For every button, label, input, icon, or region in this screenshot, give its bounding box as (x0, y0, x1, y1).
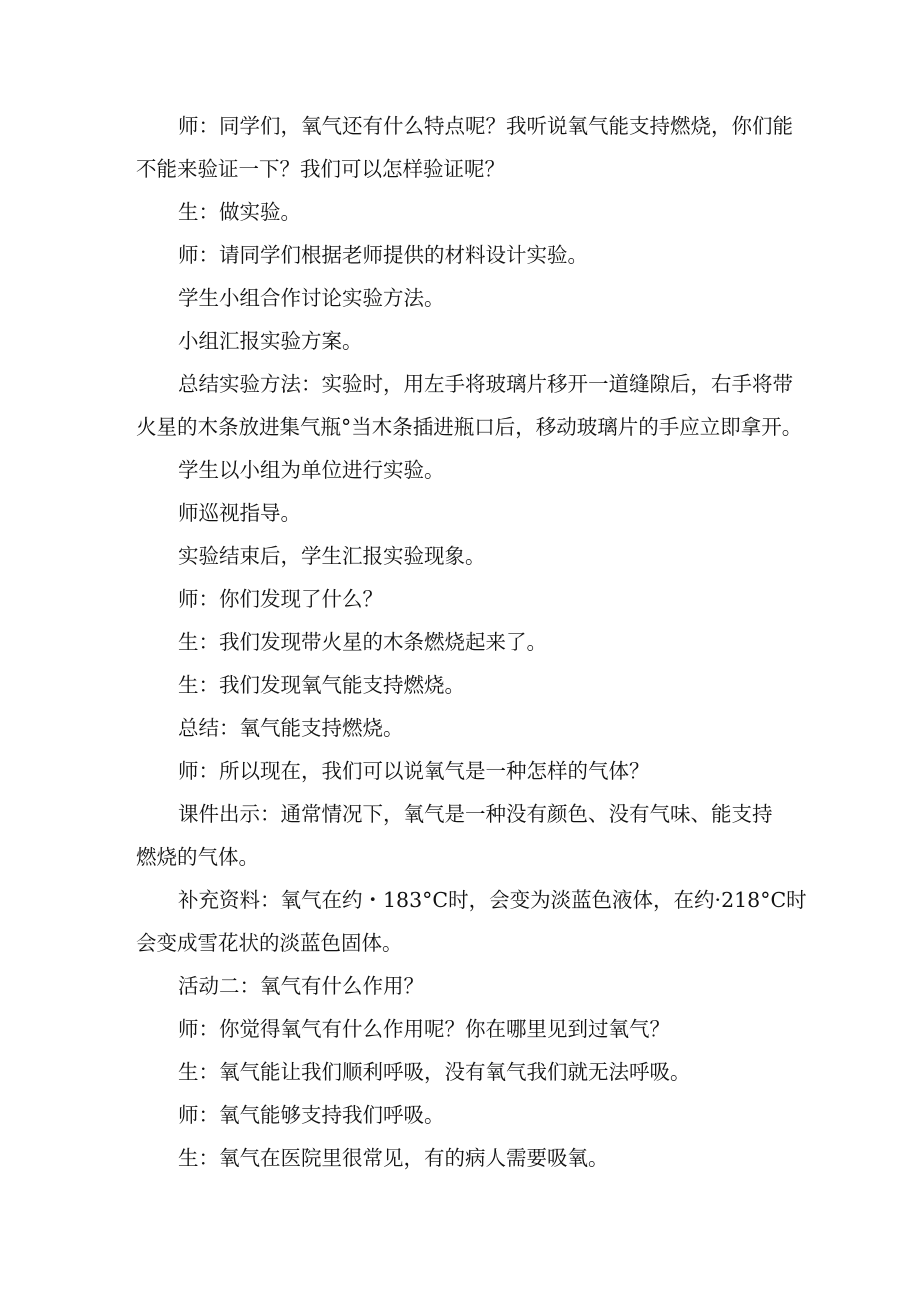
paragraph-line: 小组汇报实验方案。 (178, 329, 363, 353)
paragraph-line: 课件出示：通常情况下，氧气是一种没有颜色、没有气味、能支持 (178, 802, 773, 826)
paragraph-line: 生：我们发现氧气能支持燃烧。 (178, 673, 465, 697)
paragraph-line: 生：做实验。 (178, 200, 301, 224)
paragraph-line: 生：氧气能让我们顺利呼吸，没有氧气我们就无法呼吸。 (178, 1060, 691, 1084)
paragraph-line: 师：你们发现了什么？ (178, 587, 383, 611)
paragraph (136, 621, 796, 664)
paragraph (136, 492, 796, 535)
paragraph-line: 学生小组合作讨论实验方法。 (178, 286, 445, 310)
paragraph-line: 师：你觉得氧气有什么作用呢？你在哪里见到过氧气？ (178, 1017, 670, 1041)
paragraph (136, 191, 796, 234)
paragraph (136, 793, 796, 879)
paragraph-line: 师：同学们，氧气还有什么特点呢？我听说氧气能支持燃烧，你们能 (178, 114, 793, 138)
paragraph-line: 学生以小组为单位进行实验。 (178, 458, 445, 482)
paragraph-line: 师巡视指导。 (178, 501, 301, 525)
paragraph-line: 总结：氧气能支持燃烧。 (178, 716, 404, 740)
paragraph (136, 1008, 796, 1051)
paragraph-line: 生：氧气在医院里很常见，有的病人需要吸氧。 (178, 1146, 609, 1170)
paragraph (136, 234, 796, 277)
paragraph (136, 449, 796, 492)
paragraph-line: 火星的木条放进集气瓶°当木条插进瓶口后，移动玻璃片的手应立即拿开。 (136, 415, 803, 439)
paragraph-line: 总结实验方法：实验时，用左手将玻璃片移开一道缝隙后，右手将带 (178, 372, 793, 396)
paragraph (136, 707, 796, 750)
paragraph (136, 664, 796, 707)
paragraph-line: 生：我们发现带火星的木条燃烧起来了。 (178, 630, 547, 654)
paragraph-line: 实验结束后，学生汇报实验现象。 (178, 544, 486, 568)
paragraph (136, 578, 796, 621)
paragraph (136, 1137, 796, 1180)
paragraph-line: 师：氧气能够支持我们呼吸。 (178, 1103, 445, 1127)
paragraph (136, 750, 796, 793)
paragraph (136, 879, 807, 965)
paragraph-line: 不能来验证一下？我们可以怎样验证呢？ (136, 157, 505, 181)
paragraph-line: 燃烧的气体。 (136, 845, 259, 869)
paragraph-line: 会变成雪花状的淡蓝色固体。 (136, 931, 403, 955)
paragraph-line: 活动二：氧气有什么作用？ (178, 974, 424, 998)
paragraph (136, 535, 796, 578)
paragraph (136, 1051, 796, 1094)
paragraph (136, 320, 796, 363)
paragraph-line: 师：所以现在，我们可以说氧气是一种怎样的气体？ (178, 759, 650, 783)
paragraph (136, 277, 796, 320)
paragraph (136, 363, 803, 449)
paragraph (136, 105, 796, 191)
paragraph (136, 965, 796, 1008)
paragraph (136, 1094, 796, 1137)
paragraph-line: 补充资料：氧气在约・183°C时，会变为淡蓝色液体，在约·218°C时 (178, 888, 807, 912)
paragraph-line: 师：请同学们根据老师提供的材料设计实验。 (178, 243, 588, 267)
